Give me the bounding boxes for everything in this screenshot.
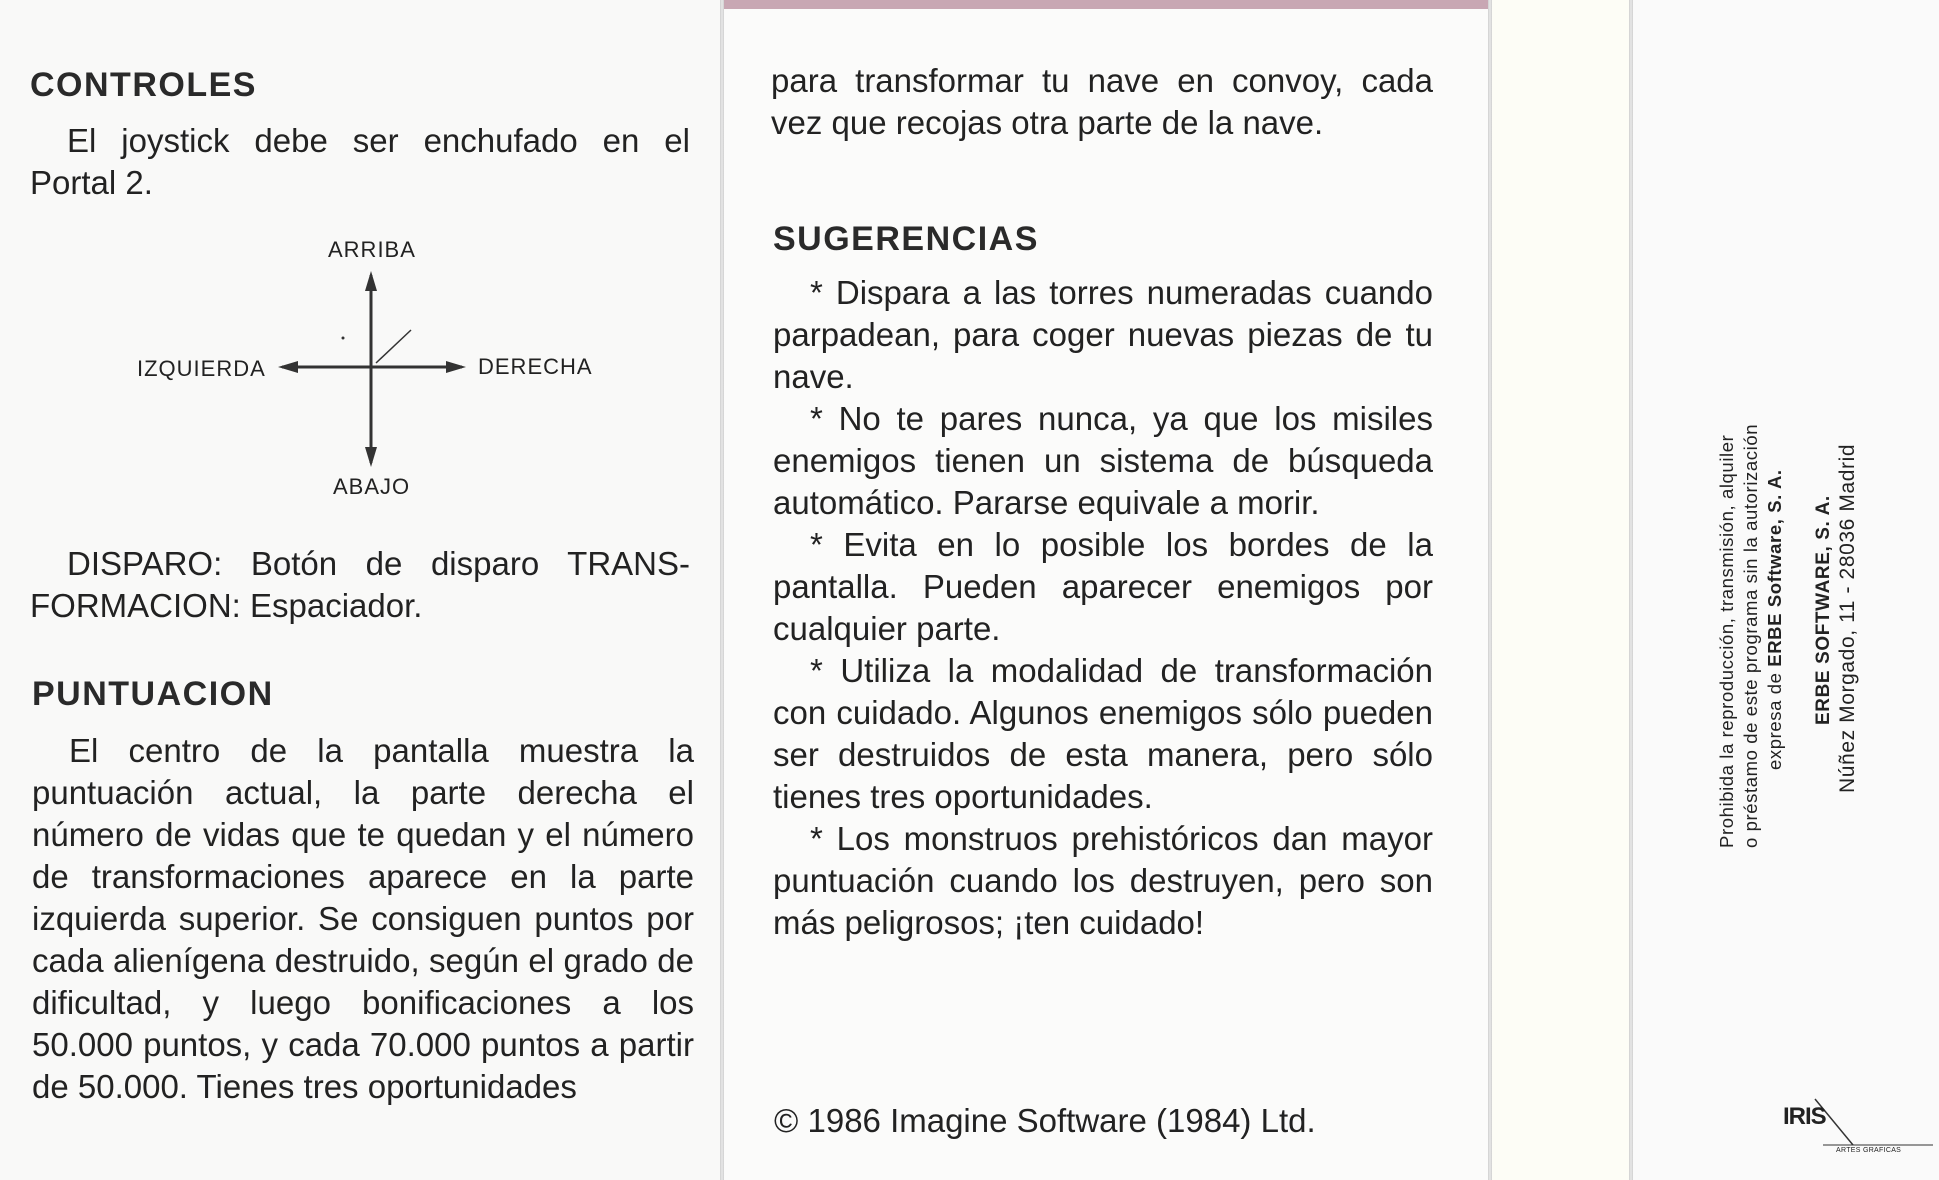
diagram-label-up: ARRIBA bbox=[328, 237, 416, 262]
controles-heading: CONTROLES bbox=[30, 66, 257, 104]
diagram-label-right: DERECHA bbox=[478, 354, 593, 379]
puntuacion-text: El centro de la pantalla muestra la puntuación actual, la parte derecha el número de vidas que te quedan y el número de transformaciones aparece en la parte izquierda superior. Se consiguen puntos por cada alienígena destruido, según el grado de dificultad, y luego bonificaciones a los 50.000 puntos, y cada 70.000 puntos a partir de 50.000. Tienes tres oportunidades bbox=[32, 732, 694, 1105]
direction-cross-icon bbox=[270, 265, 480, 475]
diagram-label-left: IZQUIERDA bbox=[137, 356, 266, 381]
company-address: Núñez Morgado, 11 - 28036 Madrid bbox=[1836, 443, 1859, 793]
top-edge-tint bbox=[724, 0, 1488, 9]
disparo-text: DISPARO: Botón de disparo TRANS-FORMACION: Espaciador. bbox=[30, 545, 690, 624]
printer-logo-subtext: ARTES GRAFICAS bbox=[1836, 1147, 1902, 1154]
printer-logo bbox=[1783, 1097, 1933, 1157]
diagram-label-down: ABAJO bbox=[333, 474, 411, 499]
legal-notice-line: o préstamo de este programa sin la autorización bbox=[1740, 423, 1761, 848]
controles-text: El joystick debe ser enchufado en el Portal 2. bbox=[30, 122, 690, 201]
tip-item: * Utiliza la modalidad de transformación con cuidado. Algunos enemigos sólo pueden ser destruidos de esta manera, pero sólo tienes tres oportunidades. bbox=[773, 652, 1433, 815]
tip-item: * Los monstruos prehistóricos dan mayor puntuación cuando los destruyen, pero son más peligrosos; ¡ten cuidado! bbox=[773, 820, 1433, 941]
right-panel bbox=[1633, 0, 1939, 1180]
tips-list bbox=[773, 272, 1433, 944]
company-name: ERBE SOFTWARE, S. A. bbox=[1813, 495, 1834, 725]
legal-notice-company: ERBE Software, S. A. bbox=[1764, 469, 1785, 667]
middle-panel bbox=[724, 0, 1488, 1180]
legal-notice-prefix: expresa de bbox=[1764, 666, 1785, 770]
legal-notice-line: Prohibida la reproducción, transmisión, alquiler bbox=[1716, 434, 1737, 848]
left-panel bbox=[0, 0, 720, 1180]
tip-item: * Dispara a las torres numeradas cuando parpadean, para coger nuevas piezas de tu nave. bbox=[773, 274, 1433, 395]
sugerencias-heading: SUGERENCIAS bbox=[773, 220, 1039, 258]
legal-notice-line bbox=[1763, 469, 1787, 770]
tip-item: * Evita en lo posible los bordes de la pantalla. Pueden aparecer enemigos por cualquier parte. bbox=[773, 526, 1433, 647]
intro-text: para transformar tu nave en convoy, cada vez que recojas otra parte de la nave. bbox=[771, 62, 1433, 141]
puntuacion-heading: PUNTUACION bbox=[32, 675, 274, 713]
copyright-text: © 1986 Imagine Software (1984) Ltd. bbox=[774, 1102, 1316, 1139]
tip-item: * No te pares nunca, ya que los misiles enemigos tienen un sistema de búsqueda automático. Pararse equivale a morir. bbox=[773, 400, 1433, 521]
printer-logo-text: IRIS bbox=[1783, 1103, 1826, 1130]
spine-panel bbox=[1492, 0, 1629, 1180]
